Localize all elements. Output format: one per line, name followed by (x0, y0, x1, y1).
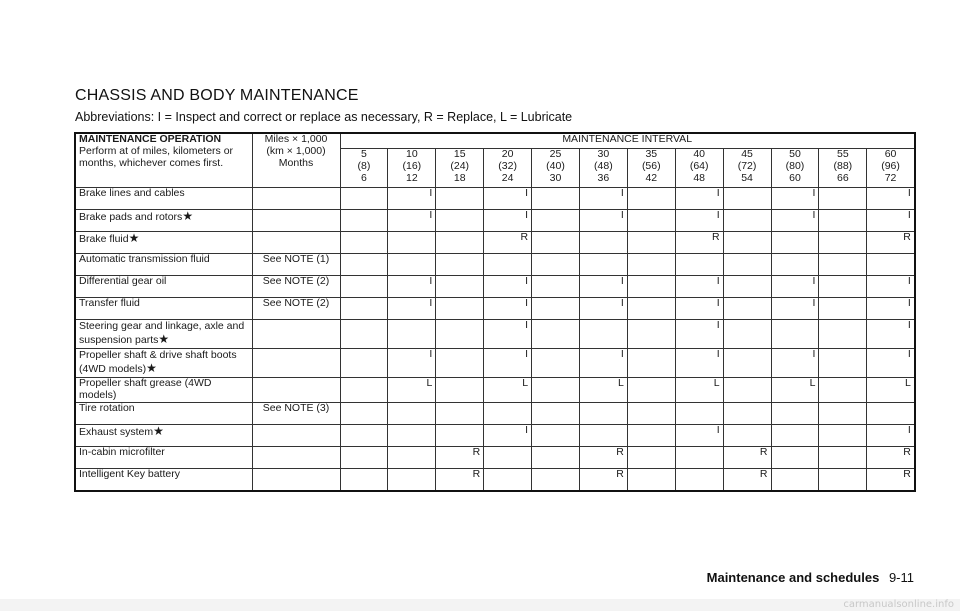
interval-mark-cell (675, 446, 723, 468)
interval-mark-cell (436, 298, 484, 320)
interval-km: (64) (689, 159, 709, 172)
interval-mark-cell: I (484, 276, 532, 298)
interval-mark-cell: I (675, 210, 723, 232)
interval-mark-cell (771, 232, 819, 254)
operation-label: Intelligent Key battery (79, 467, 180, 480)
interval-mark-cell: I (771, 188, 819, 210)
interval-mark-cell (771, 320, 819, 349)
severe-condition-star-icon: ★ (128, 231, 140, 245)
interval-mark-cell (388, 402, 436, 424)
interval-km: (56) (641, 159, 661, 172)
note-cell (252, 320, 340, 349)
interval-months: 54 (741, 171, 753, 184)
interval-mark-cell: I (484, 320, 532, 349)
table-row (75, 349, 915, 378)
interval-mark-cell (819, 276, 867, 298)
interval-mark-cell: I (579, 210, 627, 232)
interval-mark-cell (723, 378, 771, 403)
interval-mark-cell: I (388, 349, 436, 378)
interval-mark-cell: I (675, 298, 723, 320)
interval-mark-cell: I (579, 349, 627, 378)
interval-mark-cell: R (436, 468, 484, 491)
table-row (75, 446, 915, 468)
interval-mark-cell (819, 446, 867, 468)
interval-months: 18 (453, 171, 466, 184)
operation-cell (75, 210, 252, 232)
interval-mark-cell (579, 254, 627, 276)
interval-mark-cell: I (388, 298, 436, 320)
interval-mark-cell (484, 446, 532, 468)
interval-mark-cell (532, 210, 580, 232)
interval-mark-cell: I (484, 188, 532, 210)
operation-label: In-cabin microfilter (79, 445, 165, 458)
interval-km: (40) (546, 159, 565, 172)
interval-mark-cell (388, 232, 436, 254)
interval-mark-cell: L (867, 378, 915, 403)
interval-mark-cell (532, 254, 580, 276)
interval-km: (80) (785, 159, 805, 172)
interval-mark-cell: R (436, 446, 484, 468)
interval-mark-cell (340, 254, 388, 276)
interval-mark-cell: I (579, 276, 627, 298)
interval-mark-cell: I (867, 210, 915, 232)
interval-mark-cell: I (675, 424, 723, 446)
table-header-row (75, 133, 915, 149)
interval-miles: 30 (597, 148, 610, 160)
interval-mark-cell (771, 468, 819, 491)
operation-label: Brake pads and rotors (79, 211, 183, 223)
operation-cell (75, 232, 252, 254)
interval-miles: 35 (645, 148, 658, 160)
interval-column-header (436, 149, 484, 188)
interval-mark-cell: R (867, 232, 915, 254)
interval-mark-cell: I (771, 276, 819, 298)
interval-mark-cell (532, 378, 580, 403)
interval-miles: 25 (549, 148, 562, 160)
interval-mark-cell (436, 378, 484, 403)
watermark: carmanualsonline.info (0, 599, 960, 611)
interval-mark-cell (388, 446, 436, 468)
operation-label: Tire rotation (79, 401, 135, 414)
footer-section-label: Maintenance and schedules (706, 570, 880, 585)
operation-label: Exhaust system (79, 425, 154, 438)
interval-mark-cell (340, 349, 388, 378)
interval-mark-cell: R (579, 446, 627, 468)
table-row (75, 320, 915, 349)
note-cell (252, 378, 340, 403)
interval-miles: 40 (693, 148, 706, 160)
interval-mark-cell: L (579, 378, 627, 403)
page-number: 9-11 (888, 570, 914, 585)
interval-mark-cell (723, 210, 771, 232)
operation-cell (75, 254, 252, 276)
interval-months: 42 (645, 171, 658, 184)
note-cell (252, 468, 340, 491)
interval-mark-cell: I (867, 298, 915, 320)
interval-mark-cell (819, 188, 867, 210)
interval-mark-cell (532, 320, 580, 349)
interval-mark-cell (819, 402, 867, 424)
interval-mark-cell: I (867, 320, 915, 349)
interval-mark-cell (532, 298, 580, 320)
operation-header (75, 133, 252, 188)
note-cell: See NOTE (2) (252, 298, 340, 320)
note-cell (252, 446, 340, 468)
interval-mark-cell: I (771, 349, 819, 378)
operation-cell (75, 378, 252, 403)
table-row (75, 402, 915, 424)
interval-mark-cell: I (579, 188, 627, 210)
interval-mark-cell (436, 424, 484, 446)
table-body (75, 188, 915, 491)
severe-condition-star-icon: ★ (158, 331, 170, 346)
interval-column-header (340, 149, 388, 188)
table-row (75, 210, 915, 232)
interval-mark-cell (627, 402, 675, 424)
interval-km: (16) (402, 159, 422, 172)
interval-mark-cell (723, 298, 771, 320)
interval-mark-cell (723, 349, 771, 378)
interval-mark-cell (819, 320, 867, 349)
interval-mark-cell (340, 468, 388, 491)
interval-mark-cell (819, 378, 867, 403)
interval-mark-cell (867, 254, 915, 276)
interval-mark-cell (436, 210, 484, 232)
interval-column-header (579, 149, 627, 188)
interval-mark-cell: I (675, 320, 723, 349)
interval-mark-cell (627, 424, 675, 446)
operation-label: Propeller shaft grease (4WD models) (79, 377, 212, 401)
interval-mark-cell (388, 424, 436, 446)
interval-km: (96) (881, 159, 900, 172)
interval-mark-cell (675, 468, 723, 491)
note-cell (252, 349, 340, 378)
interval-months: 60 (789, 171, 801, 184)
interval-mark-cell (436, 188, 484, 210)
abbreviations-legend: Abbreviations: I = Inspect and correct or replace as necessary, R = Replace, L = Lubricate (75, 110, 573, 124)
table-row (75, 298, 915, 320)
note-cell (252, 188, 340, 210)
table-row (75, 188, 915, 210)
interval-miles: 20 (501, 148, 514, 160)
interval-mark-cell (819, 254, 867, 276)
interval-months: 6 (361, 171, 367, 184)
interval-km: (32) (498, 159, 517, 172)
interval-header: MAINTENANCE INTERVAL (340, 133, 915, 149)
interval-months: 30 (549, 171, 562, 184)
interval-mark-cell (627, 210, 675, 232)
interval-mark-cell (436, 320, 484, 349)
interval-mark-cell (819, 349, 867, 378)
interval-mark-cell: I (484, 210, 532, 232)
interval-mark-cell: L (484, 378, 532, 403)
interval-column-header (627, 149, 675, 188)
interval-mark-cell: I (579, 298, 627, 320)
interval-mark-cell (627, 232, 675, 254)
interval-km: (48) (594, 159, 613, 172)
interval-mark-cell (340, 320, 388, 349)
interval-mark-cell (771, 254, 819, 276)
interval-mark-cell (723, 276, 771, 298)
interval-mark-cell (579, 424, 627, 446)
interval-mark-cell (436, 402, 484, 424)
interval-mark-cell: I (867, 276, 915, 298)
interval-column-header (484, 149, 532, 188)
interval-mark-cell (388, 320, 436, 349)
table-row (75, 254, 915, 276)
interval-mark-cell (627, 188, 675, 210)
miles-header-line1: Miles × 1,000 (264, 133, 328, 145)
operation-cell (75, 446, 252, 468)
interval-mark-cell (340, 188, 388, 210)
interval-mark-cell: I (867, 349, 915, 378)
interval-mark-cell (819, 298, 867, 320)
interval-column-header (388, 149, 436, 188)
interval-mark-cell (484, 402, 532, 424)
interval-mark-cell: R (867, 446, 915, 468)
interval-mark-cell (436, 254, 484, 276)
interval-mark-cell: I (388, 210, 436, 232)
interval-mark-cell (340, 446, 388, 468)
note-cell (252, 210, 340, 232)
severe-condition-star-icon: ★ (153, 423, 164, 438)
interval-mark-cell (340, 210, 388, 232)
interval-mark-cell (388, 468, 436, 491)
interval-miles: 5 (361, 148, 367, 160)
page-footer (707, 570, 914, 585)
interval-mark-cell: I (388, 188, 436, 210)
table-row (75, 468, 915, 491)
miles-header-line3: Months (278, 156, 314, 169)
interval-km: (8) (357, 159, 371, 172)
interval-mark-cell: L (675, 378, 723, 403)
operation-label: Brake lines and cables (79, 187, 185, 199)
interval-months: 24 (501, 171, 514, 184)
interval-mark-cell (436, 232, 484, 254)
interval-mark-cell (723, 188, 771, 210)
interval-months: 48 (693, 171, 706, 184)
interval-mark-cell (675, 402, 723, 424)
operation-header-desc: Perform at of miles, kilometers or months, whichever comes first. (79, 144, 234, 169)
interval-mark-cell (819, 468, 867, 491)
interval-mark-cell: I (484, 298, 532, 320)
interval-mark-cell (627, 349, 675, 378)
interval-mark-cell: I (771, 210, 819, 232)
interval-mark-cell (771, 424, 819, 446)
interval-mark-cell: I (675, 188, 723, 210)
operation-cell (75, 424, 252, 446)
interval-mark-cell (723, 232, 771, 254)
interval-km: (72) (737, 159, 757, 172)
interval-mark-cell (484, 468, 532, 491)
table-row (75, 276, 915, 298)
interval-mark-cell (771, 402, 819, 424)
interval-mark-cell (340, 402, 388, 424)
interval-mark-cell: I (867, 424, 915, 446)
interval-mark-cell (723, 320, 771, 349)
interval-mark-cell (388, 254, 436, 276)
interval-mark-cell: I (771, 298, 819, 320)
interval-mark-cell (340, 232, 388, 254)
operation-cell (75, 468, 252, 491)
interval-mark-cell (627, 254, 675, 276)
operation-cell (75, 188, 252, 210)
interval-mark-cell (532, 232, 580, 254)
interval-km: (24) (450, 159, 470, 172)
interval-mark-cell (627, 378, 675, 403)
interval-mark-cell (771, 446, 819, 468)
interval-mark-cell: R (723, 446, 771, 468)
interval-mark-cell (867, 402, 915, 424)
interval-mark-cell (579, 402, 627, 424)
interval-mark-cell (579, 232, 627, 254)
interval-mark-cell: I (484, 349, 532, 378)
operation-cell (75, 298, 252, 320)
interval-mark-cell (532, 446, 580, 468)
interval-km: (88) (833, 159, 853, 172)
interval-mark-cell: I (675, 276, 723, 298)
interval-mark-cell (675, 254, 723, 276)
operation-cell (75, 320, 252, 349)
interval-mark-cell (627, 276, 675, 298)
interval-mark-cell: L (388, 378, 436, 403)
operation-label: Automatic transmission fluid (79, 253, 210, 265)
interval-miles: 45 (741, 148, 753, 160)
operation-label: Steering gear and linkage, axle and suspension parts (79, 320, 245, 346)
interval-mark-cell (532, 468, 580, 491)
interval-mark-cell (436, 349, 484, 378)
interval-mark-cell: R (484, 232, 532, 254)
interval-column-header (867, 149, 915, 188)
interval-mark-cell (627, 298, 675, 320)
interval-mark-cell (532, 276, 580, 298)
operation-cell (75, 276, 252, 298)
interval-mark-cell (627, 446, 675, 468)
interval-miles: 50 (789, 148, 801, 160)
note-cell (252, 232, 340, 254)
note-cell (252, 424, 340, 446)
interval-mark-cell (340, 298, 388, 320)
interval-miles: 55 (837, 148, 849, 160)
interval-mark-cell: L (771, 378, 819, 403)
interval-mark-cell (819, 232, 867, 254)
interval-mark-cell: I (388, 276, 436, 298)
severe-condition-star-icon: ★ (182, 209, 194, 223)
interval-months: 12 (405, 171, 418, 184)
interval-mark-cell (819, 210, 867, 232)
note-cell: See NOTE (2) (252, 276, 340, 298)
table-row (75, 232, 915, 254)
operation-label: Transfer fluid (79, 297, 140, 309)
interval-mark-cell (532, 188, 580, 210)
operation-label: Brake fluid (79, 233, 129, 245)
table-row (75, 424, 915, 446)
interval-mark-cell (579, 320, 627, 349)
maintenance-table (74, 132, 916, 492)
interval-mark-cell (532, 424, 580, 446)
interval-months: 66 (837, 171, 849, 184)
operation-cell (75, 349, 252, 378)
interval-mark-cell (723, 254, 771, 276)
interval-mark-cell (532, 402, 580, 424)
note-cell: See NOTE (1) (252, 254, 340, 276)
interval-mark-cell: I (867, 188, 915, 210)
operation-label: Propeller shaft & drive shaft boots (4WD models) (79, 349, 237, 375)
interval-mark-cell (340, 424, 388, 446)
interval-mark-cell (484, 254, 532, 276)
interval-mark-cell (340, 276, 388, 298)
interval-mark-cell: I (484, 424, 532, 446)
interval-mark-cell (627, 320, 675, 349)
interval-months: 36 (597, 171, 610, 184)
note-cell: See NOTE (3) (252, 402, 340, 424)
interval-mark-cell (819, 424, 867, 446)
severe-condition-star-icon: ★ (146, 360, 157, 375)
interval-column-header (723, 149, 771, 188)
interval-mark-cell: R (723, 468, 771, 491)
interval-mark-cell: R (867, 468, 915, 491)
miles-header (252, 133, 340, 188)
miles-header-line2: (km × 1,000) (266, 144, 326, 157)
interval-column-header (771, 149, 819, 188)
interval-mark-cell: I (675, 349, 723, 378)
interval-mark-cell: R (675, 232, 723, 254)
interval-mark-cell (532, 349, 580, 378)
interval-months: 72 (884, 171, 897, 184)
interval-mark-cell: R (579, 468, 627, 491)
interval-mark-cell (627, 468, 675, 491)
interval-mark-cell (723, 402, 771, 424)
operation-cell (75, 402, 252, 424)
interval-miles: 15 (453, 148, 466, 160)
interval-column-header (819, 149, 867, 188)
operation-header-title: MAINTENANCE OPERATION (79, 133, 222, 145)
interval-mark-cell (340, 378, 388, 403)
table-row (75, 378, 915, 403)
interval-miles: 10 (405, 148, 418, 160)
interval-mark-cell (723, 424, 771, 446)
interval-mark-cell (436, 276, 484, 298)
interval-column-header (675, 149, 723, 188)
interval-column-header (532, 149, 580, 188)
operation-label: Differential gear oil (79, 275, 167, 287)
section-title: CHASSIS AND BODY MAINTENANCE (75, 87, 359, 104)
interval-miles: 60 (884, 148, 897, 160)
